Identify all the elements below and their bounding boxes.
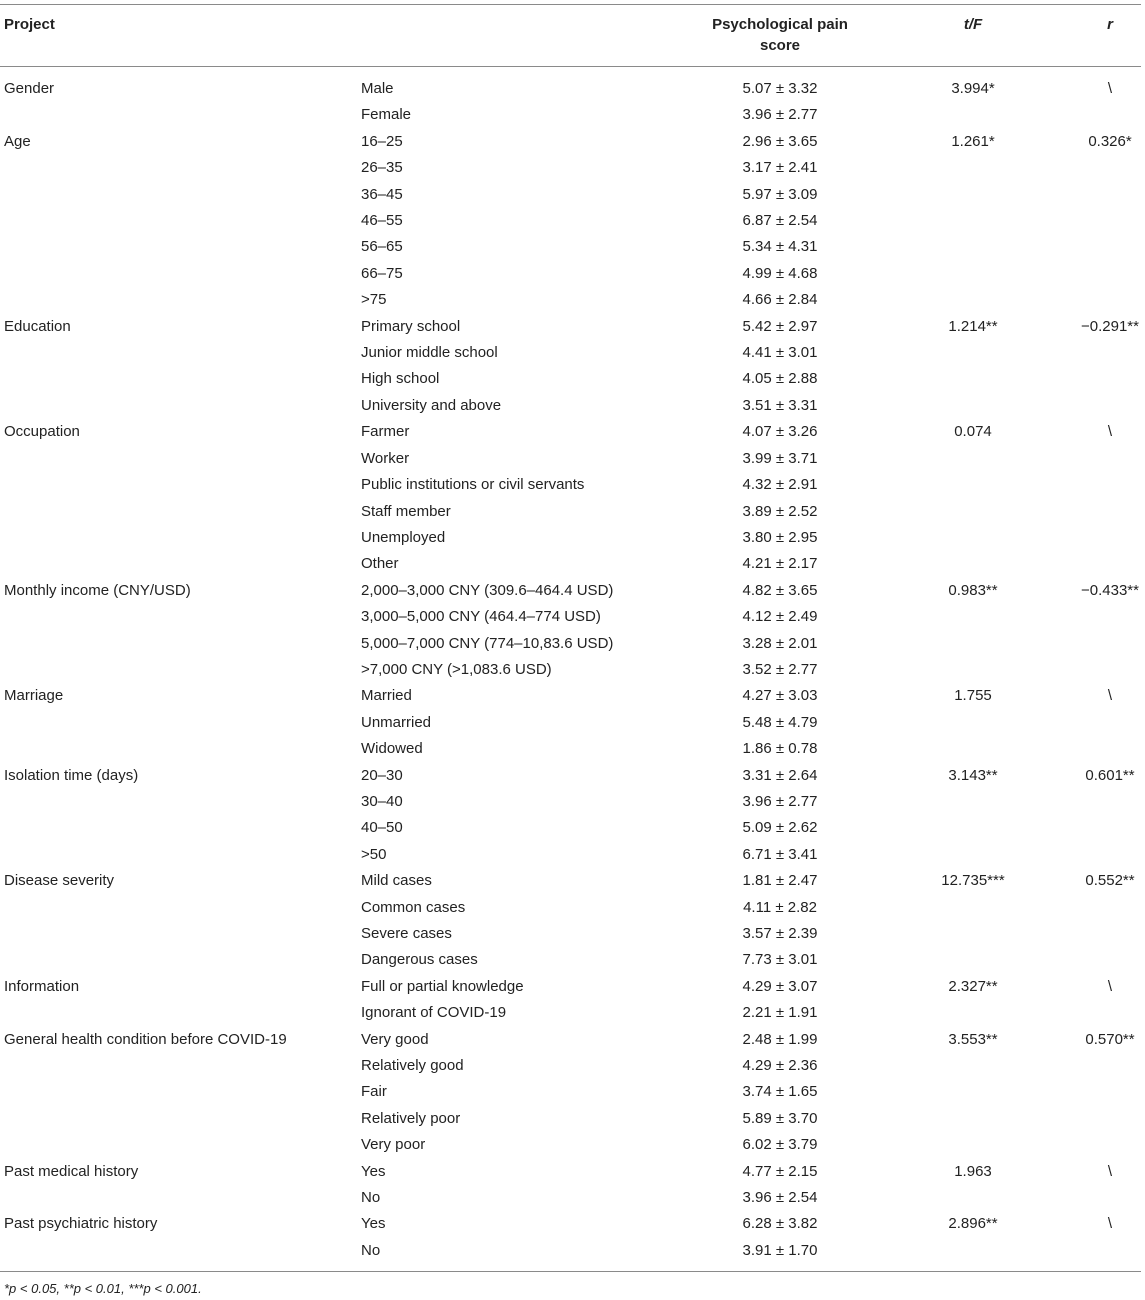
- cell-category: 3,000–5,000 CNY (464.4–774 USD): [361, 608, 601, 626]
- cell-score: 5.89 ± 3.70: [742, 1109, 818, 1127]
- table-row: [0, 632, 1145, 658]
- cell-r: \: [1107, 1162, 1113, 1180]
- table-row: [0, 156, 1145, 182]
- cell-project: Monthly income (CNY/USD): [4, 581, 191, 599]
- cell-score: 3.80 ± 2.95: [742, 528, 818, 546]
- cell-score: 4.29 ± 3.07: [742, 977, 818, 995]
- table-row: [0, 948, 1145, 974]
- cell-category: Staff member: [361, 502, 451, 520]
- cell-r: 0.326*: [1088, 132, 1132, 150]
- table-row: [0, 262, 1145, 288]
- header-score: Psychological pain score: [712, 16, 848, 54]
- cell-project: Information: [4, 977, 80, 995]
- cell-score: 5.09 ± 2.62: [742, 819, 818, 837]
- table-row: [0, 367, 1145, 393]
- cell-category: Severe cases: [361, 925, 452, 942]
- table-row: [0, 1080, 1145, 1106]
- cell-category: 5,000–7,000 CNY (774–10,83.6 USD): [361, 634, 614, 652]
- cell-tf: 12.735***: [941, 872, 1005, 890]
- cell-score: 5.48 ± 4.79: [742, 713, 818, 731]
- cell-category: 2,000–3,000 CNY (309.6–464.4 USD): [361, 581, 614, 599]
- table-row: [0, 1001, 1145, 1027]
- cell-score: 1.81 ± 2.47: [742, 872, 818, 890]
- cell-category: Widowed: [361, 740, 423, 758]
- cell-tf: 1.963: [954, 1162, 992, 1180]
- table-row: [0, 447, 1145, 473]
- cell-score: 4.82 ± 3.65: [742, 581, 818, 599]
- cell-category: Unmarried: [361, 713, 432, 731]
- cell-score: 2.21 ± 1.91: [742, 1004, 818, 1022]
- cell-score: 5.07 ± 3.32: [742, 80, 818, 97]
- cell-category: Public institutions or civil servants: [361, 476, 585, 494]
- cell-score: 4.66 ± 2.84: [742, 291, 818, 309]
- table-row: [0, 1028, 1145, 1054]
- cell-score: 5.34 ± 4.31: [742, 238, 818, 256]
- cell-score: 1.86 ± 0.78: [742, 740, 818, 758]
- cell-project: Disease severity: [4, 872, 115, 890]
- table-row: [0, 658, 1145, 684]
- cell-category: Junior middle school: [361, 344, 498, 362]
- bottom-rule: [0, 1271, 1141, 1272]
- cell-score: 4.32 ± 2.91: [742, 476, 818, 494]
- cell-score: 7.73 ± 3.01: [742, 951, 818, 969]
- cell-category: Yes: [361, 1215, 386, 1233]
- table-row: [0, 552, 1145, 578]
- cell-category: 20–30: [361, 766, 403, 784]
- cell-score: 2.48 ± 1.99: [742, 1030, 818, 1048]
- cell-score: 3.89 ± 2.52: [742, 502, 818, 520]
- table-row: [0, 896, 1145, 922]
- cell-project: Gender: [4, 80, 55, 97]
- table-row: [0, 975, 1145, 1001]
- cell-score: 3.57 ± 2.39: [742, 925, 818, 942]
- cell-score: 6.87 ± 2.54: [742, 212, 818, 230]
- cell-score: 3.28 ± 2.01: [742, 634, 818, 652]
- table-row: [0, 1186, 1145, 1212]
- header-r: r: [1107, 16, 1113, 33]
- cell-category: Full or partial knowledge: [361, 977, 524, 995]
- cell-project: Age: [4, 132, 31, 150]
- table-row: [0, 869, 1145, 895]
- cell-r: 0.552**: [1085, 872, 1135, 890]
- cell-score: 4.21 ± 2.17: [742, 555, 818, 573]
- table-row: [0, 1160, 1145, 1186]
- cell-r: 0.601**: [1085, 766, 1135, 784]
- cell-project: General health condition before COVID-19: [4, 1030, 287, 1048]
- cell-category: University and above: [361, 396, 502, 414]
- cell-project: Occupation: [4, 423, 80, 441]
- cell-score: 3.99 ± 3.71: [742, 449, 818, 467]
- cell-score: 6.71 ± 3.41: [742, 845, 818, 863]
- cell-r: −0.291**: [1081, 317, 1139, 335]
- cell-category: Married: [361, 687, 412, 705]
- cell-category: Worker: [361, 449, 410, 467]
- cell-category: Relatively good: [361, 1057, 464, 1075]
- table-row: [0, 77, 1145, 103]
- cell-project: Education: [4, 317, 71, 335]
- cell-r: −0.433**: [1081, 581, 1139, 599]
- cell-category: Other: [361, 555, 399, 573]
- table-row: [0, 843, 1145, 869]
- cell-r: \: [1107, 423, 1113, 441]
- table-row: [0, 816, 1145, 842]
- table-row: [0, 394, 1145, 420]
- table-row: [0, 288, 1145, 314]
- table-row: [0, 790, 1145, 816]
- cell-r: \: [1107, 1215, 1113, 1233]
- table-row: [0, 183, 1145, 209]
- cell-r: \: [1107, 977, 1113, 995]
- cell-score: 4.07 ± 3.26: [742, 423, 818, 441]
- cell-category: 36–45: [361, 185, 403, 203]
- cell-score: 2.96 ± 3.65: [742, 132, 818, 150]
- table-row: [0, 500, 1145, 526]
- cell-tf: 2.896**: [948, 1215, 998, 1233]
- cell-category: Very poor: [361, 1136, 426, 1154]
- cell-score: 3.91 ± 1.70: [742, 1241, 818, 1259]
- cell-category: Dangerous cases: [361, 951, 478, 969]
- cell-category: Yes: [361, 1162, 386, 1180]
- header-rule: [0, 66, 1141, 67]
- cell-tf: 1.755: [954, 687, 992, 705]
- cell-project: Past psychiatric history: [4, 1215, 158, 1233]
- cell-category: 66–75: [361, 264, 403, 282]
- cell-score: 3.52 ± 2.77: [742, 660, 818, 678]
- cell-category: Fair: [361, 1083, 387, 1101]
- table-row: [0, 1107, 1145, 1133]
- table-row: [0, 1054, 1145, 1080]
- table-row: [0, 605, 1145, 631]
- cell-score: 4.41 ± 3.01: [742, 344, 818, 362]
- table-row: [0, 1239, 1145, 1265]
- cell-category: Male: [361, 80, 394, 97]
- cell-tf: 1.261*: [951, 132, 995, 150]
- table-row: [0, 209, 1145, 235]
- table-row: [0, 420, 1145, 446]
- cell-category: 40–50: [361, 819, 403, 837]
- cell-r: \: [1107, 687, 1113, 705]
- cell-category: Primary school: [361, 317, 461, 335]
- cell-category: No: [361, 1241, 381, 1259]
- cell-project: Marriage: [4, 687, 64, 705]
- table-row: [0, 235, 1145, 261]
- cell-tf: 1.214**: [948, 317, 998, 335]
- cell-r: \: [1107, 80, 1113, 97]
- cell-score: 4.11 ± 2.82: [743, 898, 817, 916]
- cell-category: Very good: [361, 1030, 429, 1048]
- cell-score: 4.05 ± 2.88: [742, 370, 818, 388]
- cell-category: Common cases: [361, 898, 466, 916]
- cell-category: >50: [361, 845, 387, 863]
- table-row: [0, 764, 1145, 790]
- cell-tf: 3.994*: [951, 80, 995, 97]
- cell-score: 3.96 ± 2.54: [742, 1189, 818, 1207]
- cell-category: No: [361, 1189, 381, 1207]
- cell-score: 3.17 ± 2.41: [742, 159, 818, 177]
- cell-score: 5.97 ± 3.09: [742, 185, 818, 203]
- table-body: [0, 77, 1145, 1265]
- cell-tf: 0.983**: [948, 581, 998, 599]
- cell-category: High school: [361, 370, 440, 388]
- cell-category: 26–35: [361, 159, 403, 177]
- cell-category: 46–55: [361, 212, 403, 230]
- cell-score: 3.31 ± 2.64: [742, 766, 818, 784]
- cell-project: Past medical history: [4, 1162, 139, 1180]
- cell-category: 56–65: [361, 238, 403, 256]
- table-row: [0, 1133, 1145, 1159]
- top-rule: [0, 4, 1141, 5]
- cell-score: 5.42 ± 2.97: [742, 317, 818, 335]
- cell-category: Ignorant of COVID-19: [361, 1004, 507, 1022]
- table-row: [0, 922, 1145, 948]
- cell-category: 30–40: [361, 792, 403, 810]
- cell-category: Mild cases: [361, 872, 432, 890]
- table-row: [0, 315, 1145, 341]
- cell-score: 6.28 ± 3.82: [742, 1215, 818, 1233]
- table-row: [0, 130, 1145, 156]
- table-row: [0, 341, 1145, 367]
- table-row: [0, 579, 1145, 605]
- cell-category: Female: [361, 106, 412, 124]
- cell-score: 4.12 ± 2.49: [742, 608, 818, 626]
- cell-score: 4.27 ± 3.03: [742, 687, 818, 705]
- cell-score: 3.74 ± 1.65: [742, 1083, 818, 1101]
- cell-category: 16–25: [361, 132, 403, 150]
- cell-score: 3.96 ± 2.77: [742, 106, 818, 124]
- table-row: [0, 1212, 1145, 1238]
- header-tf: t/F: [963, 16, 983, 33]
- cell-tf: 2.327**: [948, 977, 998, 995]
- table-row: [0, 737, 1145, 763]
- cell-category: >7,000 CNY (>1,083.6 USD): [361, 660, 552, 678]
- cell-score: 3.51 ± 3.31: [742, 396, 818, 414]
- cell-tf: 3.553**: [948, 1030, 998, 1048]
- header-project: Project: [4, 16, 55, 33]
- cell-r: 0.570**: [1085, 1030, 1135, 1048]
- table-row: [0, 473, 1145, 499]
- cell-category: Farmer: [361, 423, 410, 441]
- table-row: [0, 103, 1145, 129]
- footnote: *p < 0.05, **p < 0.01, ***p < 0.001.: [4, 1281, 202, 1296]
- cell-project: Isolation time (days): [4, 766, 139, 784]
- table-row: [0, 526, 1145, 552]
- cell-score: 4.29 ± 2.36: [742, 1057, 818, 1075]
- cell-score: 3.96 ± 2.77: [742, 792, 818, 810]
- cell-category: Relatively poor: [361, 1109, 461, 1127]
- cell-score: 4.99 ± 4.68: [742, 264, 818, 282]
- cell-category: >75: [361, 291, 387, 309]
- table-row: [0, 684, 1145, 710]
- cell-tf: 3.143**: [948, 766, 998, 784]
- cell-tf: 0.074: [954, 423, 992, 441]
- cell-category: Unemployed: [361, 528, 446, 546]
- cell-score: 6.02 ± 3.79: [742, 1136, 818, 1154]
- table-row: [0, 711, 1145, 737]
- cell-score: 4.77 ± 2.15: [742, 1162, 818, 1180]
